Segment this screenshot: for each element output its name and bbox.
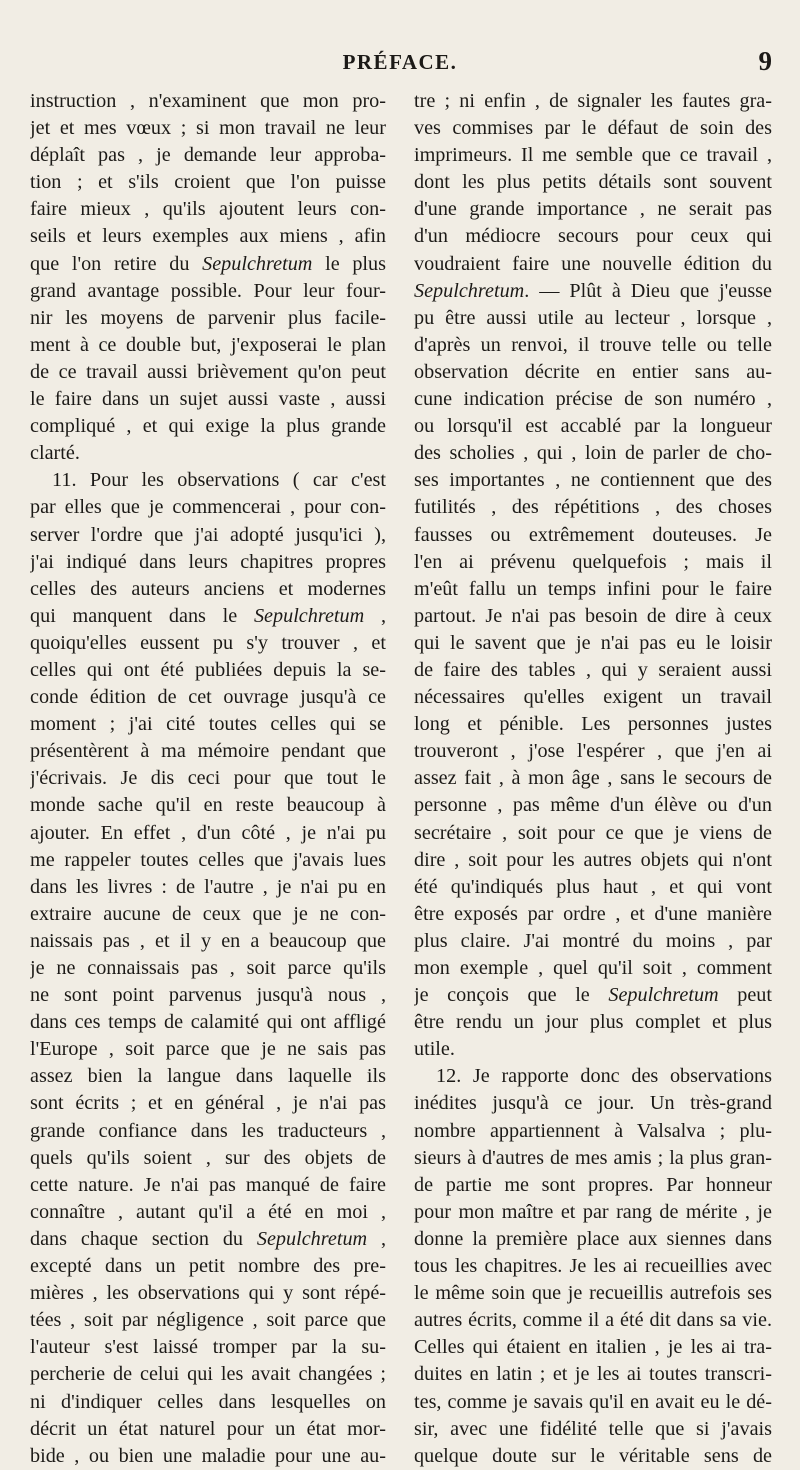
text-line: tes, comme je savais qu'il en avait eu le dé- bbox=[414, 1390, 772, 1413]
text-line: Celles qui étaient en italien , je les ai tra- bbox=[414, 1336, 772, 1359]
text-line: quelque doute sur le véritable sens de bbox=[414, 1444, 772, 1467]
text-line: tous les chapitres. Je les ai recueillies avec bbox=[414, 1255, 772, 1278]
text-line: ou lorsqu'il est accablé par la longueur bbox=[414, 415, 772, 438]
text-line: ses importantes , ne contiennent que des bbox=[414, 469, 772, 492]
text-line: ment à ce double but, j'exposerai le plan bbox=[30, 333, 386, 356]
text-line: dans les livres : de l'autre , je n'ai pu en bbox=[30, 875, 386, 898]
text-line: des scholies , qui , loin de parler de cho- bbox=[414, 442, 772, 465]
text-line: trouveront , j'ose l'espérer , que j'en ai bbox=[414, 740, 772, 763]
text-line: futilités , des répétitions , des choses bbox=[414, 496, 772, 519]
text-line: voudraient faire une nouvelle édition du bbox=[414, 252, 772, 275]
text-line: ni d'indiquer celles dans lesquelles on bbox=[30, 1390, 386, 1413]
text-line: assez fait , à mon âge , sans le secours de bbox=[414, 767, 772, 790]
text-line: assez bien la langue dans laquelle ils bbox=[30, 1065, 386, 1088]
text-line: qui le savent que je n'ai pas eu le loisir bbox=[414, 631, 772, 654]
text-line: d'après un renvoi, il trouve telle ou telle bbox=[414, 333, 772, 356]
text-line: clarté. bbox=[30, 442, 80, 465]
page-number: 9 bbox=[758, 46, 772, 76]
text-line: l'en ai prévenu quelquefois ; mais il bbox=[414, 550, 772, 573]
text-line: l'auteur s'est laissé tromper par la su- bbox=[30, 1336, 386, 1359]
text-line: cette nature. Je n'ai pas manqué de faire bbox=[30, 1173, 386, 1196]
text-line: été qu'indiqués plus haut , et qui vont bbox=[414, 875, 772, 898]
italic-title: Sepulchretum bbox=[256, 1227, 368, 1250]
text-line: qui manquent dans le Sepulchretum , bbox=[30, 604, 386, 627]
italic-title: Sepulchretum bbox=[253, 604, 365, 627]
text-line: donne la première place aux siennes dans bbox=[414, 1227, 772, 1250]
text-line: tées , soit par négligence , soit parce que bbox=[30, 1309, 386, 1332]
text-line: l'Europe , soit parce que je ne sais pas bbox=[30, 1038, 386, 1061]
text-line: autres écrits, comme il a été dit dans sa vie. bbox=[414, 1309, 772, 1332]
text-line: nécessaires qu'elles exigent un travail bbox=[414, 686, 772, 709]
text-line: 11. Pour les observations ( car c'est bbox=[52, 469, 386, 492]
text-line: dont les plus petits détails sont souvent bbox=[414, 171, 772, 194]
text-line: dire , soit pour les autres objets qui n'ont bbox=[414, 848, 772, 871]
text-line: m'eût fallu un temps infini pour le faire bbox=[414, 577, 772, 600]
text-line: faire mieux , qu'ils ajoutent leurs con- bbox=[30, 198, 386, 221]
text-line: grande confiance dans les traducteurs , bbox=[30, 1119, 386, 1142]
text-line: je ne connaissais pas , soit parce qu'ils bbox=[30, 957, 386, 979]
text-line: le même soin que je recueillis autrefois ses bbox=[414, 1282, 772, 1305]
text-line: long et pénible. Les personnes justes bbox=[414, 713, 772, 736]
text-line: inédites jusqu'à ce jour. Un très-grand bbox=[414, 1092, 772, 1115]
text-line: d'un médiocre secours pour ceux qui bbox=[414, 225, 772, 248]
right-text-column bbox=[414, 88, 772, 1470]
text-line: server l'ordre que j'ai adopté jusqu'ici ), bbox=[30, 523, 386, 546]
text-line: être rendu un jour plus complet et plus bbox=[414, 1011, 772, 1034]
text-line: grand avantage possible. Pour leur four- bbox=[30, 279, 386, 302]
text-line: sont écrits ; et en général , je n'ai pas bbox=[30, 1092, 386, 1115]
text-line: tre ; ni enfin , de signaler les fautes gra- bbox=[414, 90, 772, 112]
text-line: dans chaque section du Sepulchretum , bbox=[30, 1227, 386, 1250]
text-line: nir les moyens de parvenir plus facile- bbox=[30, 306, 386, 329]
text-line: imprimeurs. Il me semble que ce travail , bbox=[414, 144, 772, 167]
text-line: celles des auteurs anciens et modernes bbox=[30, 577, 386, 600]
text-line: jet et mes vœux ; si mon travail ne leur bbox=[30, 117, 386, 140]
text-line: déplaît pas , je demande leur approba- bbox=[30, 144, 386, 167]
italic-title: Sepulchretum bbox=[202, 252, 313, 275]
text-line: le faire dans un sujet aussi vaste , aussi bbox=[30, 388, 386, 411]
text-line: je conçois que le Sepulchretum peut bbox=[414, 984, 772, 1007]
italic-title: Sepulchretum bbox=[414, 279, 525, 302]
text-line: ne sont point parvenus jusqu'à nous , bbox=[30, 984, 386, 1007]
text-line: plus claire. J'ai montré du moins , par bbox=[414, 929, 772, 952]
running-head bbox=[0, 46, 800, 80]
text-line: naissais pas , et il y en a beaucoup que bbox=[30, 929, 386, 952]
text-line: personne , pas même d'un élève ou d'un bbox=[414, 794, 772, 817]
text-line: nombre appartiennent à Valsalva ; plu- bbox=[414, 1119, 772, 1142]
text-line: quels qu'ils soient , sur des objets de bbox=[30, 1146, 386, 1169]
text-line: bide , ou bien une maladie pour une au- bbox=[30, 1444, 386, 1467]
text-line: duites en latin ; et je les ai toutes transcri- bbox=[414, 1363, 772, 1386]
left-text-column bbox=[30, 88, 386, 1470]
text-line: percherie de celui qui les avait changées ; bbox=[30, 1363, 386, 1386]
text-line: sir, avec une fidélité telle que si j'avais bbox=[414, 1417, 772, 1440]
text-line: ves commises par le défaut de soin des bbox=[414, 117, 772, 140]
text-line: excepté dans un petit nombre des pre- bbox=[30, 1255, 386, 1278]
text-line: que l'on retire du Sepulchretum le plus bbox=[30, 252, 386, 275]
text-line: de ce travail aussi brièvement qu'on peut bbox=[30, 360, 386, 383]
text-line: Sepulchretum. — Plût à Dieu que j'eusse bbox=[414, 279, 772, 302]
text-line: connaître , autant qu'il a été en moi , bbox=[30, 1200, 386, 1223]
text-line: présentèrent à ma mémoire pendant que bbox=[30, 740, 386, 763]
text-line: mières , les observations qui y sont répé- bbox=[30, 1282, 386, 1305]
text-line: cune indication précise de son numéro , bbox=[414, 388, 772, 411]
text-line: celles qui ont été publiées depuis la se- bbox=[30, 658, 386, 681]
text-line: monde sache qu'il en reste beaucoup à bbox=[30, 794, 386, 817]
text-line: de faire des tables , qui y seraient aussi bbox=[414, 658, 772, 681]
text-line: seils et leurs exemples aux miens , afin bbox=[30, 225, 386, 248]
text-line: fausses ou extrêmement douteuses. Je bbox=[414, 523, 772, 546]
text-line: quoiqu'elles eussent pu s'y trouver , et bbox=[30, 631, 386, 654]
text-line: j'écrivais. Je dis ceci pour que tout le bbox=[30, 767, 386, 790]
text-line: être exposés par ordre , et d'une manière bbox=[414, 902, 772, 925]
text-line: extraire aucune de ceux que je ne con- bbox=[30, 902, 386, 925]
running-title: PRÉFACE. bbox=[342, 50, 458, 74]
text-line: décrit un état naturel pour un état mor- bbox=[30, 1417, 386, 1440]
text-line: mon exemple , quel qu'il soit , comment bbox=[414, 957, 772, 979]
text-line: instruction , n'examinent que mon pro- bbox=[30, 90, 386, 112]
italic-title: Sepulchretum bbox=[608, 984, 719, 1007]
text-line: conde édition de cet ouvrage jusqu'à ce bbox=[30, 686, 386, 709]
text-line: 12. Je rapporte donc des observations bbox=[436, 1065, 772, 1088]
text-line: observation décrite en entier sans au- bbox=[414, 360, 772, 383]
text-line: pu être aussi utile au lecteur , lorsque , bbox=[414, 306, 772, 329]
text-line: j'ai indiqué dans leurs chapitres propres bbox=[30, 550, 386, 573]
text-line: compliqué , et qui exige la plus grande bbox=[30, 415, 386, 438]
text-line: d'une grande importance , ne serait pas bbox=[414, 198, 772, 221]
text-line: tion ; et s'ils croient que l'on puisse bbox=[30, 171, 386, 194]
text-line: ajouter. En effet , d'un côté , je n'ai pu bbox=[30, 821, 386, 844]
text-line: me rappeler toutes celles que j'avais lues bbox=[30, 848, 386, 871]
text-line: de partie me sont propres. Par honneur bbox=[414, 1173, 772, 1196]
text-line: secrétaire , soit pour ce que je viens de bbox=[414, 821, 772, 844]
text-line: utile. bbox=[414, 1038, 455, 1061]
text-line: pour mon maître et par rang de mérite , je bbox=[414, 1200, 772, 1223]
text-line: partout. Je n'ai pas besoin de dire à ceux bbox=[414, 604, 772, 627]
text-line: par elles que je commencerai , pour con- bbox=[30, 496, 386, 519]
text-line: sieurs à d'autres de mes amis ; la plus gran- bbox=[414, 1146, 772, 1169]
text-line: moment ; j'ai cité toutes celles qui se bbox=[30, 713, 386, 736]
text-line: dans ces temps de calamité qui ont affligé bbox=[30, 1011, 386, 1034]
